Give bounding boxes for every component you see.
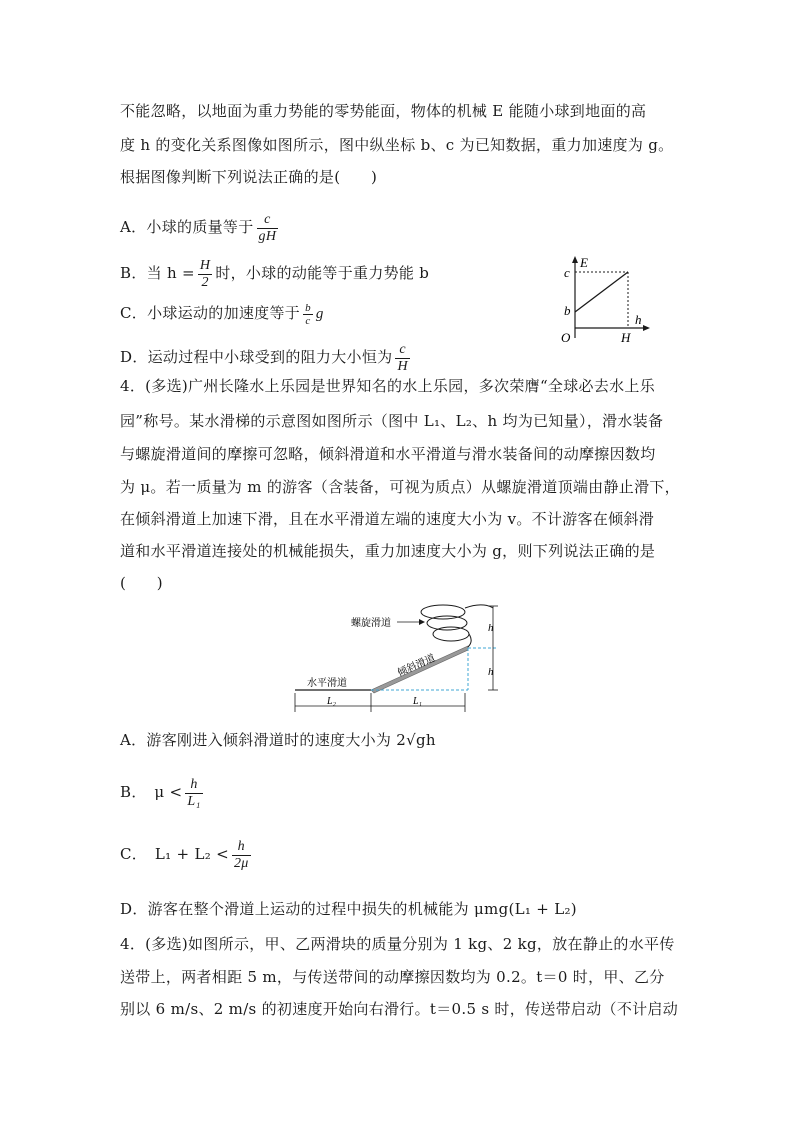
q4a-line-6: 道和水平滑道连接处的机械能损失，重力加速度大小为 g，则下列说法正确的是 — [120, 542, 656, 560]
q4a-option-b-numerator: h — [185, 777, 202, 794]
q3-option-c-numerator: b — [305, 301, 311, 314]
q3-option-b-denominator: 2 — [201, 274, 209, 290]
horizontal-label: 水平滑道 — [307, 678, 347, 689]
q4a-line-5: 在倾斜滑道上加速下滑，且在水平滑道左端的速度大小为 v。不计游客在倾斜滑 — [120, 510, 655, 528]
q4a-option-c-numerator: h — [232, 839, 251, 856]
spiral-slide — [421, 605, 493, 647]
graph-energy-line — [575, 272, 628, 312]
graph-H-label: H — [621, 330, 631, 345]
graph-x-arrow-icon — [643, 325, 650, 331]
q4b-line-2: 送带上，两者相距 5 m，与传送带间的动摩擦因数均为 0.2。t＝0 时，甲、乙分 — [120, 968, 665, 986]
q3-line-3: 根据图像判断下列说法正确的是( ) — [120, 168, 378, 186]
q3-option-c: C．小球运动的加速度等于 $\frac{b}{c}$ g — [120, 301, 324, 327]
q3-option-d: D．运动过程中小球受到的阻力大小恒为 $\frac{c}{H}$ — [120, 341, 408, 374]
graph-c-label: c — [564, 265, 570, 280]
incline-label: 倾斜滑道 — [395, 652, 437, 680]
q3-option-b-numerator: H — [199, 257, 211, 273]
water-slide-diagram — [285, 598, 505, 716]
graph-x-label: h — [635, 312, 642, 327]
q3-option-d-numerator: c — [395, 342, 409, 359]
energy-height-graph — [555, 252, 655, 347]
q3-option-c-denominator: c — [305, 314, 311, 327]
q4a-option-c-denominator: 2μ — [233, 855, 249, 871]
q3-line-1: 不能忽略，以地面为重力势能的零势能面，物体的机械 E 能随小球到地面的高 — [120, 102, 647, 120]
q3-option-d-denominator: H — [397, 358, 408, 374]
spiral-label: 螺旋滑道 — [351, 618, 391, 629]
h-bottom-label: h — [488, 666, 494, 678]
q3-option-b: B．当 h = $\frac{H}{2}$ 时，小球的动能等于重力势能 b — [120, 257, 430, 290]
q4a-line-1: 4．(多选)广州长隆水上乐园是世界知名的水上乐园，多次荣膺“全球必去水上乐 — [120, 377, 656, 395]
q4a-line-2: 园”称号。某水滑梯的示意图如图所示（图中 L₁、L₂、h 均为已知量），滑水装备 — [120, 412, 664, 430]
graph-y-label: E — [580, 255, 588, 270]
q3-option-a: A．小球的质量等于 $\frac{c}{gH}$ — [120, 211, 277, 244]
q4a-option-a: A．游客刚进入倾斜滑道时的速度大小为 2√gh — [120, 731, 436, 749]
q4a-option-b-denominator: L₁ — [187, 793, 201, 809]
graph-y-arrow-icon — [572, 256, 578, 263]
graph-origin-label: O — [561, 330, 571, 345]
graph-b-label: b — [564, 303, 571, 318]
q4a-line-4: 为 μ。若一质量为 m 的游客（含装备，可视为质点）从螺旋滑道顶端由静止滑下， — [120, 478, 680, 496]
q4a-option-b: B． μ < $\frac{h}{\text{L₁}}$ — [120, 776, 201, 809]
q4b-line-1: 4．(多选)如图所示，甲、乙两滑块的质量分别为 1 kg、2 kg，放在静止的水平传 — [120, 935, 675, 953]
L1-label: L₁ — [413, 696, 423, 707]
q4a-option-c: C． L₁ + L₂ < $\frac{h}{2\mu}$ — [120, 838, 249, 871]
h-top-label: h — [488, 622, 494, 634]
L2-label: L₂ — [327, 696, 337, 707]
q4b-line-3: 别以 6 m/s、2 m/s 的初速度开始向右滑行。t＝0.5 s 时，传送带启动（不计启动 — [120, 1000, 679, 1018]
q3-line-2: 度 h 的变化关系图像如图所示，图中纵坐标 b、c 为已知数据，重力加速度为 g。 — [120, 136, 674, 154]
spiral-pointer-arrow-icon — [419, 619, 425, 625]
q4a-line-7: ( ) — [120, 574, 163, 592]
q3-option-a-numerator: c — [257, 212, 279, 229]
q4a-line-3: 与螺旋滑道间的摩擦可忽略，倾斜滑道和水平滑道与滑水装备间的动摩擦因数均 — [120, 445, 656, 463]
q3-option-a-denominator: gH — [258, 228, 277, 244]
q4a-option-d: D．游客在整个滑道上运动的过程中损失的机械能为 μmg(L₁ + L₂) — [120, 900, 577, 918]
